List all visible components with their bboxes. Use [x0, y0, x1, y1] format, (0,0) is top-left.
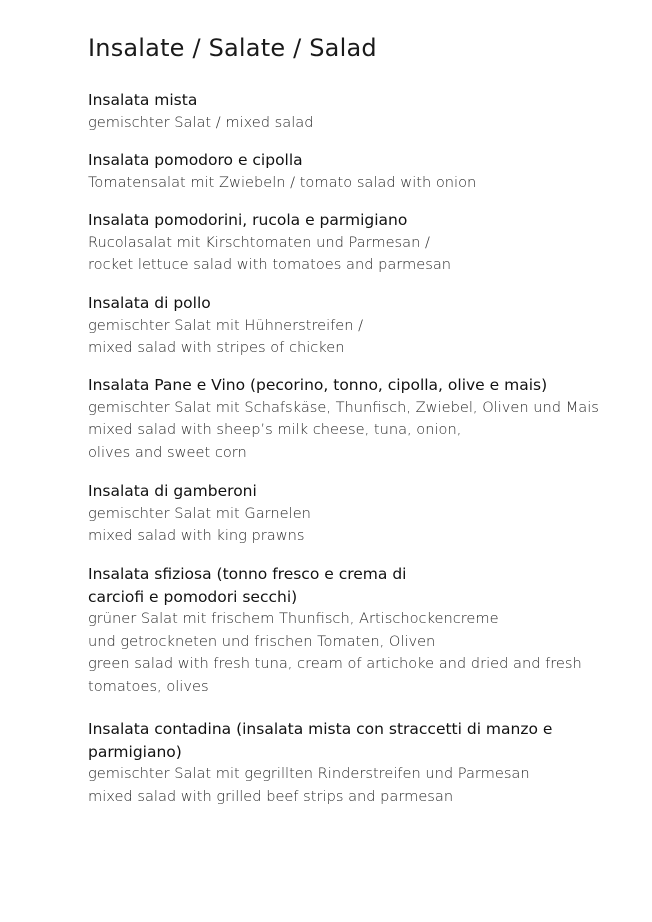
menu-item-description-line: mixed salad with stripes of chicken: [88, 339, 345, 356]
menu-item-name: [88, 563, 628, 608]
menu-item-description-line: olives and sweet corn: [88, 443, 247, 461]
menu-item-name-line: parmigiano): [88, 742, 182, 761]
menu-item-description-line: Tomatensalat mit Zwiebeln / tomato salad with onion: [88, 173, 477, 191]
menu-item-name-line: Insalata pomodoro e cipolla: [88, 151, 303, 169]
menu-item-name-line: carciofi e pomodori secchi): [88, 587, 298, 606]
menu-item-name-line: Insalata di pollo: [88, 294, 211, 312]
menu-item: [88, 292, 628, 360]
menu-item-name-line: Insalata contadina (insalata mista con straccetti di manzo e: [88, 720, 553, 738]
menu-item-description-line: gemischter Salat / mixed salad: [88, 113, 314, 131]
menu-item-description-line: green salad with fresh tuna, cream of artichoke and dried and fresh: [88, 655, 582, 672]
menu-item-description-line: gemischter Salat mit Hühnerstreifen /: [88, 316, 364, 334]
menu-item-name: [88, 718, 628, 763]
menu-item: [88, 89, 628, 134]
menu-item-description-line: und getrockneten und frischen Tomaten, Oliven: [88, 632, 436, 650]
menu-item-name-line: Insalata mista: [88, 91, 198, 109]
menu-item-description: [88, 397, 628, 465]
menu-item-name-line: Insalata sfiziosa (tonno fresco e crema di: [88, 565, 407, 583]
menu-item-description-line: mixed salad with sheep’s milk cheese, tuna, onion,: [88, 421, 462, 438]
menu-item-name: [88, 374, 628, 397]
menu-item-description: [88, 763, 628, 808]
menu-item-description-line: grüner Salat mit frischem Thunfisch, Artischockencreme: [88, 610, 499, 627]
menu-item: [88, 480, 628, 548]
menu-item-description: [88, 112, 628, 135]
menu-item-description-line: gemischter Salat mit Schafskäse, Thunfisch, Zwiebel, Oliven und Mais: [88, 398, 599, 416]
menu-item: [88, 563, 628, 698]
menu-item-name-line: Insalata pomodorini, rucola e parmigiano: [88, 211, 408, 229]
menu-item-description: [88, 315, 628, 360]
menu-item-name: [88, 149, 628, 172]
menu-item: [88, 374, 628, 464]
menu-item-description: [88, 503, 628, 548]
menu-item-description: [88, 608, 628, 698]
menu-item: [88, 149, 628, 194]
menu-item-description-line: rocket lettuce salad with tomatoes and parmesan: [88, 256, 452, 273]
menu-item: [88, 718, 628, 808]
menu-item-name: [88, 292, 628, 315]
menu-item-name-line: Insalata Pane e Vino (pecorino, tonno, cipolla, olive e mais): [88, 376, 548, 394]
menu-item-description-line: gemischter Salat mit gegrillten Rinderstreifen und Parmesan: [88, 765, 530, 782]
menu-item-name: [88, 89, 628, 112]
menu-item-description: [88, 172, 628, 195]
menu-item-description-line: tomatoes, olives: [88, 677, 209, 695]
page-title: Insalate / Salate / Salad: [88, 34, 377, 62]
menu-item-description-line: gemischter Salat mit Garnelen: [88, 504, 311, 522]
menu-item: [88, 209, 628, 277]
menu-item-description-line: Rucolasalat mit Kirschtomaten und Parmesan /: [88, 233, 430, 251]
menu-item-description-line: mixed salad with grilled beef strips and parmesan: [88, 787, 454, 805]
menu-item-description: [88, 232, 628, 277]
menu-item-name: [88, 480, 628, 503]
menu-item-description-line: mixed salad with king prawns: [88, 527, 305, 544]
menu-item-name-line: Insalata di gamberoni: [88, 482, 257, 500]
menu-item-name: [88, 209, 628, 232]
